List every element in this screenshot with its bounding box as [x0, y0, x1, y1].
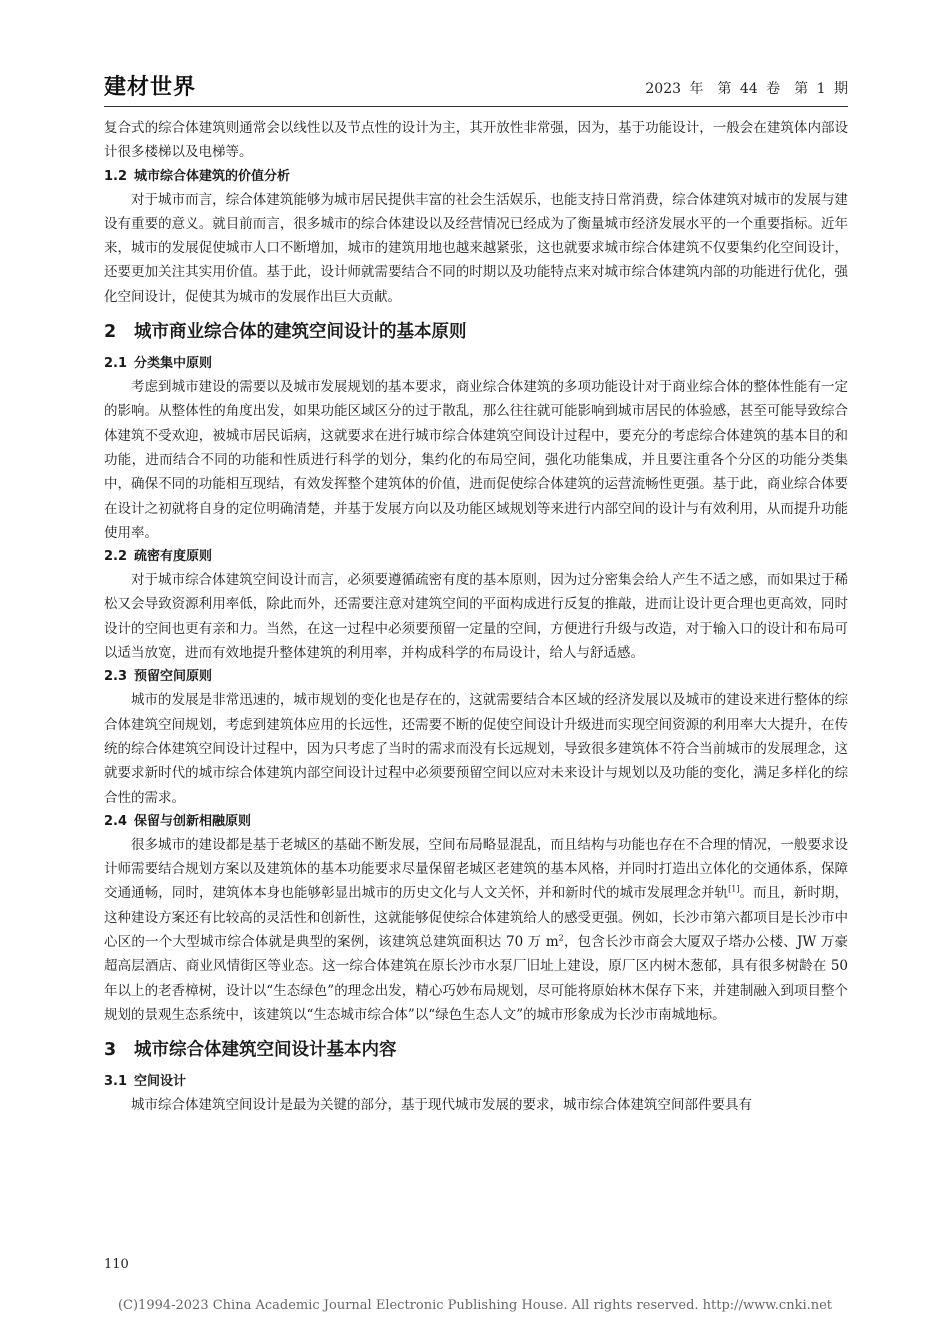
paragraph: 考虑到城市建设的需要以及城市发展规划的基本要求，商业综合体建筑的多项功能设计对于商业综合体的整体性能有一定的影响。从整体性的角度出发，如果功能区域区分的过于散乱，那么往往就可能影响到城市居民的体验感，甚至可能导致综合体建筑不受欢迎，被城市居民诟病，这就要求在进行城市综合体建筑空间设计过程中，要充分的考虑综合体建筑的基本目的和功能，进而结合不同的功能和性质进行科学的划分，集约化的布局空间，强化功能集成，并且要注重各个分区的功能分类集中，确保不同的功能相互现结，有效发挥整个建筑体的价值，进而促使综合体建筑的运营流畅性更强。基于此，商业综合体要在设计之初就将自身的定位明确清楚，并基于发展方向以及功能区域规划等来进行内部空间的设计与有效利用，从而提升功能使用率。	[104, 379, 848, 541]
section-heading-2-2	[104, 546, 848, 568]
paragraph	[104, 833, 848, 1027]
copyright-notice: (C)1994-2023 China Academic Journal Electronic Publishing House. All rights reserved. http://www.cnki.net	[117, 1298, 833, 1313]
superscript-2: 2	[558, 933, 564, 943]
journal-title: 建材世界	[104, 75, 197, 100]
header-rule	[104, 106, 848, 107]
paragraph-part: ，包含长沙市商会大厦双子塔办公楼、JW 万豪超高层酒店、商业风情街区等业态。这一综合体建筑在原长沙市水泵厂旧址上建设，原厂区内树木葱郁，具有很多树龄在 50 年以上的老香樟树，设计以“生态绿色”的理念出发，精心巧妙布局规划，尽可能将原始林木保存下来，并建制融入到项目整个规划的景观生态系统中，该建筑以“生态城市综合体”以“绿色生态人文”的城市形象成为长沙市南城地标。	[104, 934, 848, 1023]
section-title: 保留与创新相融原则	[134, 813, 252, 829]
section-heading-3-1	[104, 1071, 848, 1093]
section-heading-1-2	[104, 166, 848, 188]
issue-info: 2023 年 第 44 卷 第 1 期	[645, 81, 848, 97]
paragraph: 城市的发展是非常迅速的，城市规划的变化也是存在的，这就需要结合本区域的经济发展以及城市的建设来进行整体的综合体建筑空间规划，考虑到建筑体应用的长远性，还需要不断的促使空间设计升级进而实现空间资源的利用率大大提升，在传统的综合体建筑空间设计过程中，因为只考虑了当时的需求而没有长远规划，导致很多建筑体不符合当前城市的发展理念，这就要求新时代的城市综合体建筑内部空间设计过程中必须要预留空间以应对未来设计与规划以及功能的变化，满足多样化的综合性的需求。	[104, 692, 848, 806]
section-title: 城市综合体建筑空间设计基本内容	[134, 1040, 397, 1061]
paragraph: 城市综合体建筑空间设计是最为关键的部分，基于现代城市发展的要求，城市综合体建筑空间部件要具有	[131, 1097, 752, 1114]
section-number: 2.2	[104, 549, 128, 565]
section-title: 疏密有度原则	[134, 549, 213, 565]
section-heading-2-3	[104, 666, 848, 688]
section-heading-2-4	[104, 811, 848, 833]
section-number: 1.2	[104, 168, 128, 184]
paragraph: 对于城市而言，综合体建筑能够为城市居民提供丰富的社会生活娱乐，也能支持日常消费，综合体建筑对城市的发展与建设有重要的意义。就目前而言，很多城市的综合体建设以及经营情况已经成为了衡量城市经济发展水平的一个重要指标。近年来，城市的发展促使城市人口不断增加，城市的建筑用地也越来越紧张，这也就要求城市综合体建筑不仅要集约化空间设计，还要更加关注其实用价值。基于此，设计师就需要结合不同的时期以及功能特点来对城市综合体建筑内部的功能进行优化，强化空间设计，促使其为城市的发展作出巨大贡献。	[104, 191, 848, 305]
section-title: 空间设计	[134, 1074, 187, 1090]
section-heading-2-1	[104, 353, 848, 375]
page-number: 110	[104, 1257, 129, 1272]
section-heading-3	[104, 1036, 848, 1064]
paragraph-part: 。而且，新时期，这种建设方案还有比较高的灵活性和创新性，这就能够促使综合体建筑给人的感受更强。例如，长沙市第六都项目是长沙市中心区的一个大型城市综合体就是典型的案例，该建筑总建筑面积达 70 万 m	[104, 885, 849, 951]
paragraph-part: 很多城市的建设都是基于老城区的基础不断发展，空间布局略显混乱，而且结构与功能也存在不合理的情况，一般要求设计师需要结合规划方案以及建筑体的基本功能要求尽量保留老城区老建筑的基本风格，并同时打造出立体化的交通体系，保障交通通畅，同时，建筑体本身也能够彰显出城市的历史文化与人文关怀，并和新时代的城市发展理念并轨	[104, 836, 848, 902]
section-number: 3	[104, 1040, 117, 1061]
section-heading-2	[104, 318, 848, 346]
section-number: 2.1	[104, 356, 128, 372]
section-title: 城市综合体建筑的价值分析	[134, 168, 291, 184]
section-number: 2.4	[104, 813, 128, 829]
article-body	[104, 116, 848, 1118]
section-number: 3.1	[104, 1074, 128, 1090]
section-number: 2	[104, 322, 117, 343]
section-title: 城市商业综合体的建筑空间设计的基本原则	[134, 322, 467, 343]
paragraph-continued: 复合式的综合体建筑则通常会以线性以及节点性的设计为主，其开放性非常强，因为，基于功能设计，一般会在建筑体内部设计很多楼梯以及电梯等。	[104, 120, 848, 161]
paragraph: 对于城市综合体建筑空间设计而言，必须要遵循疏密有度的基本原则，因为过分密集会给人产生不适之感，而如果过于稀松又会导致资源利用率低，除此而外，还需要注意对建筑空间的平面构成进行反复的推敲，进而让设计更合理也更高效，同时设计的空间也更有亲和力。当然，在这一过程中必须要预留一定量的空间，方便进行升级与改造，对于输入口的设计和布局可以适当放宽，进而有效地提升整体建筑的利用率，并构成科学的布局设计，给人与舒适感。	[104, 572, 848, 662]
citation-ref: [1]	[728, 884, 740, 894]
section-title: 分类集中原则	[134, 356, 213, 372]
section-number: 2.3	[104, 669, 128, 685]
section-title: 预留空间原则	[134, 669, 213, 685]
